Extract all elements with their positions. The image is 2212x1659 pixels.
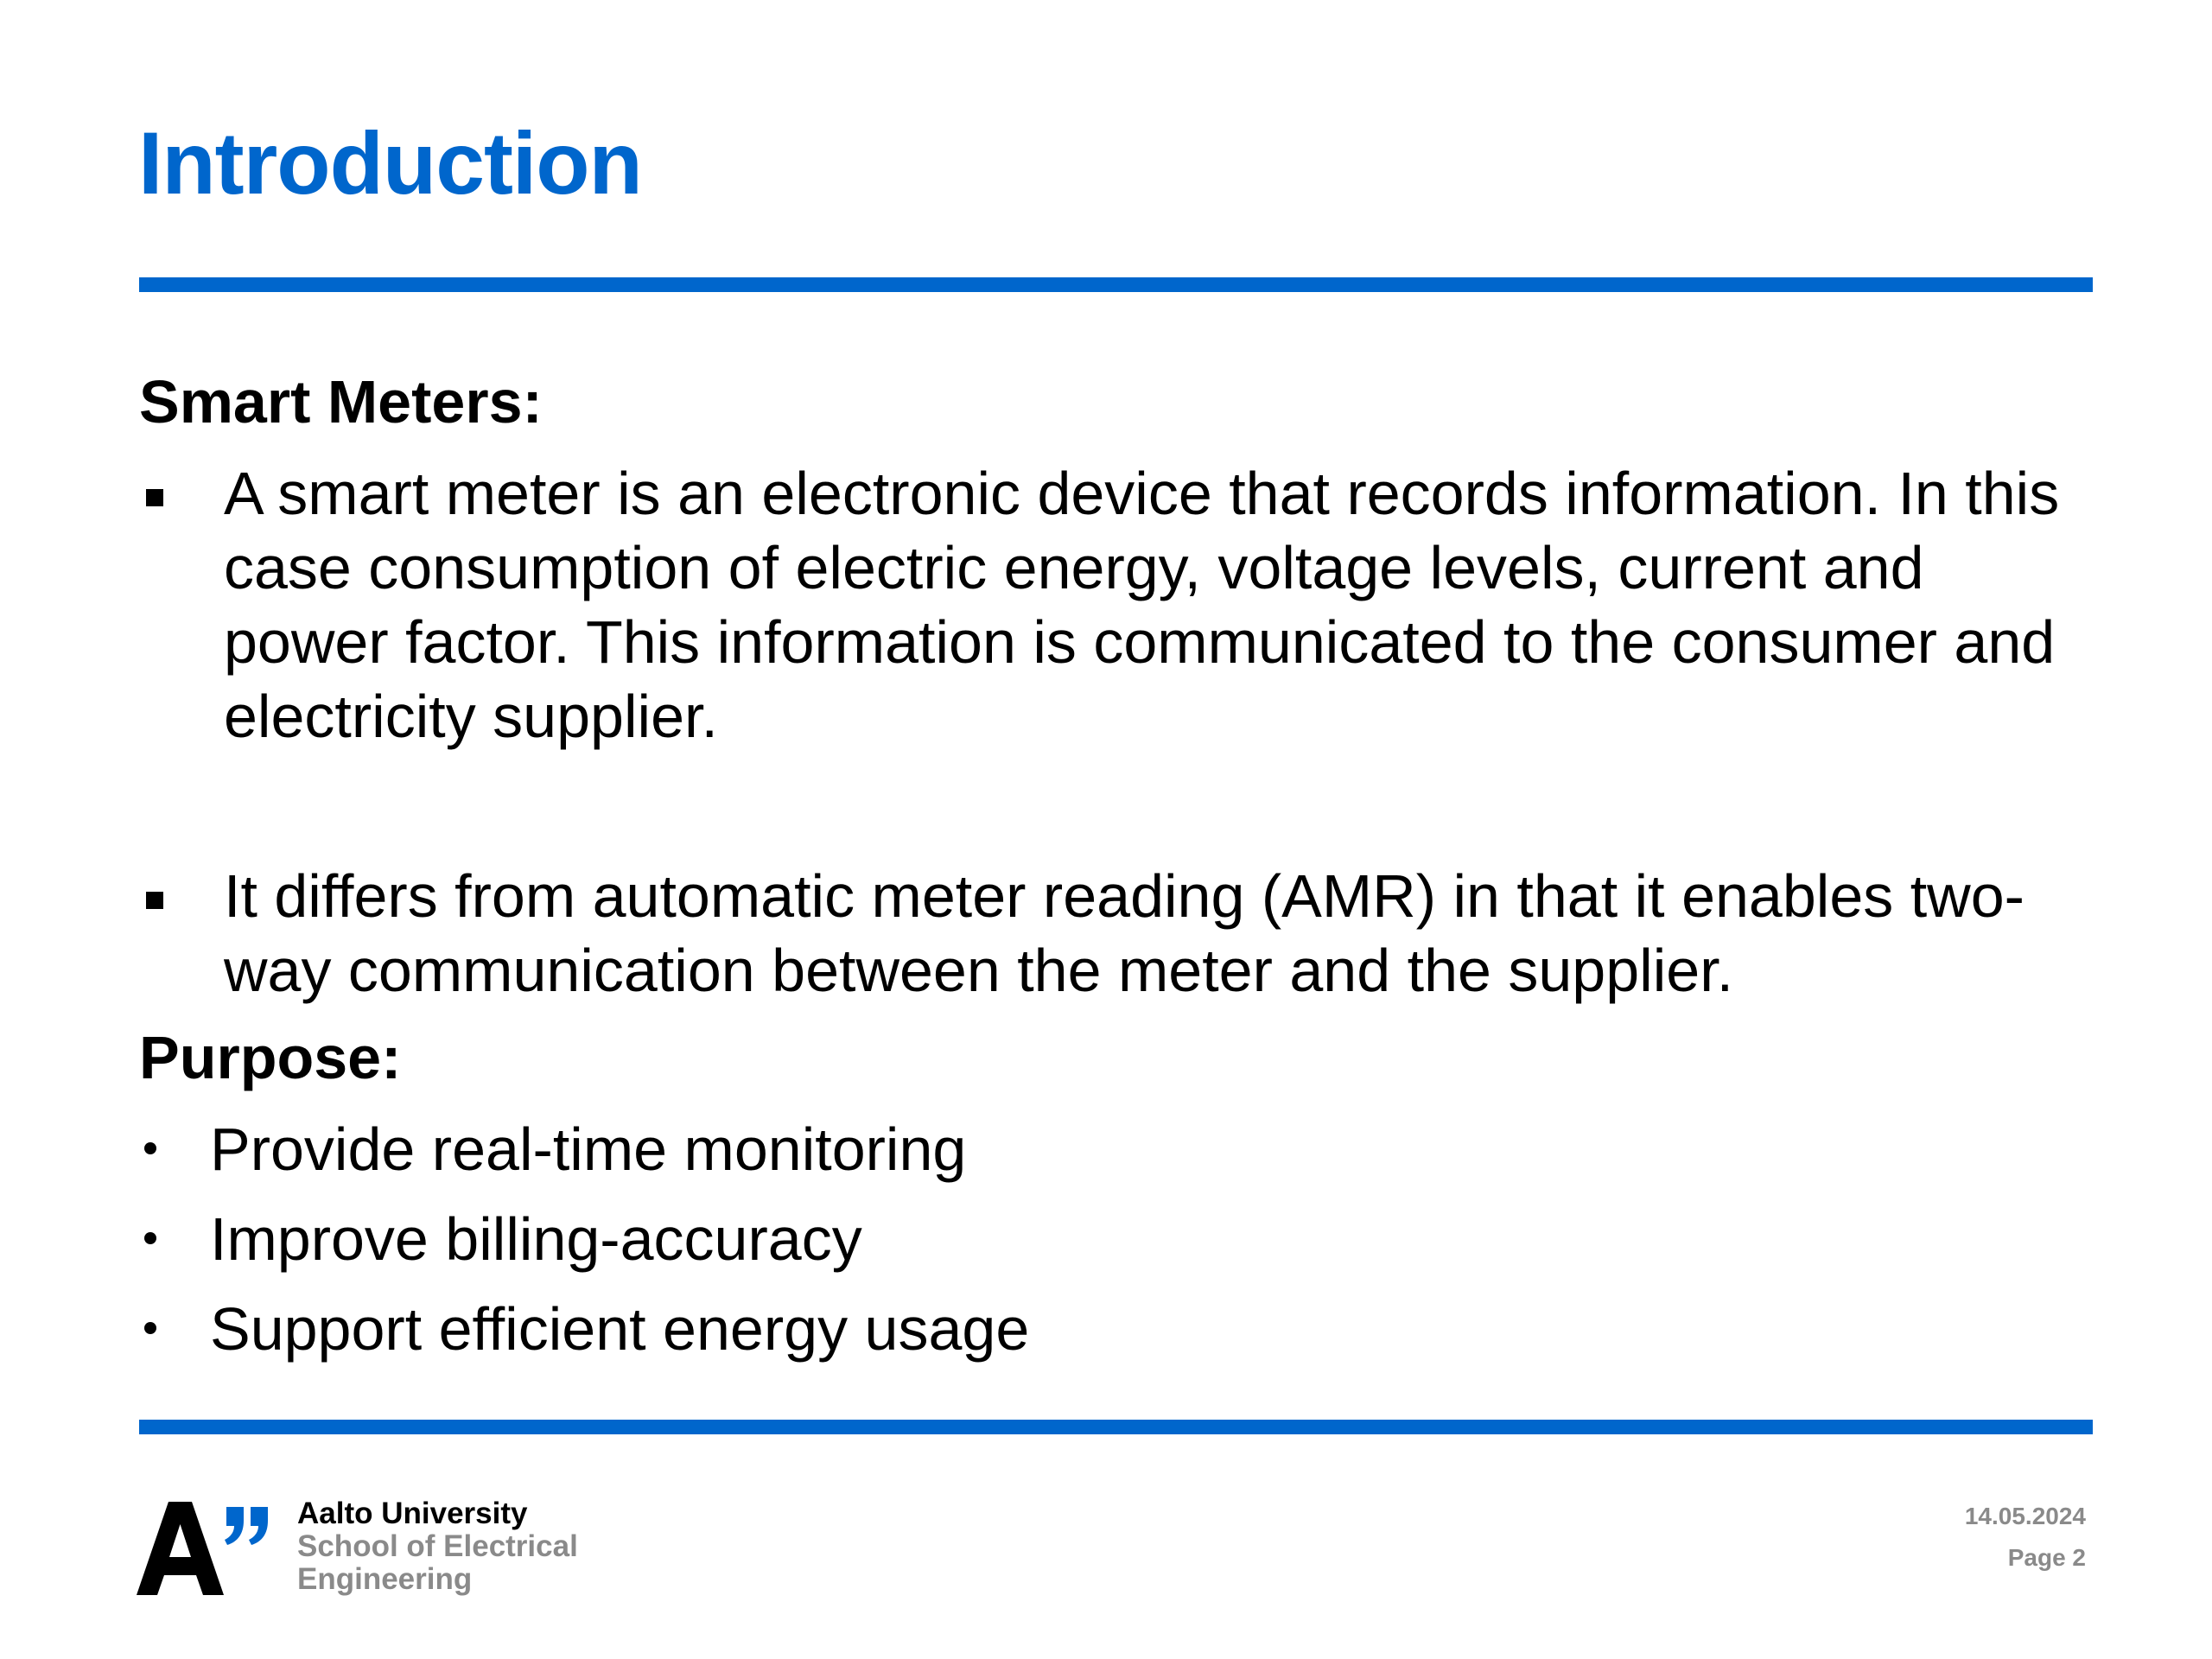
square-bullet-icon xyxy=(146,489,163,506)
university-name: Aalto University xyxy=(297,1497,528,1530)
list-item xyxy=(139,1112,1522,1190)
school-name-line1: School of Electrical xyxy=(297,1529,578,1563)
list-item xyxy=(139,1292,1522,1370)
slide-date: 14.05.2024 xyxy=(1964,1503,2086,1529)
school-name-line2: Engineering xyxy=(297,1562,473,1596)
list-item-text: A smart meter is an electronic device that records information. In this case consumption of electric energy, voltage levels, current and power factor. This information is communicated to the consumer and electricity supplier. xyxy=(224,460,2060,750)
slide-meta xyxy=(1965,1501,2086,1573)
university-name-block xyxy=(297,1497,578,1596)
list-item xyxy=(139,1202,1522,1280)
round-bullet-icon xyxy=(144,1142,156,1154)
title-divider xyxy=(139,277,2093,292)
footer-divider xyxy=(139,1420,2093,1434)
purpose-heading: Purpose: xyxy=(139,1024,402,1091)
list-item-text: Improve billing-accuracy xyxy=(210,1205,862,1273)
aalto-logo-icon xyxy=(137,1502,275,1597)
list-item-text: It differs from automatic meter reading (AMR) in that it enables two-way communication between the meter and the supplier. xyxy=(224,862,2024,1004)
list-item-text: Support efficient energy usage xyxy=(210,1295,1030,1363)
square-bullet-icon xyxy=(146,892,163,909)
smart-meters-heading: Smart Meters: xyxy=(139,368,543,435)
round-bullet-icon xyxy=(144,1322,156,1334)
page-title: Introduction xyxy=(138,114,642,213)
round-bullet-icon xyxy=(144,1232,156,1244)
list-item-text: Provide real-time monitoring xyxy=(210,1116,967,1183)
page-number: Page 2 xyxy=(2007,1544,2086,1571)
